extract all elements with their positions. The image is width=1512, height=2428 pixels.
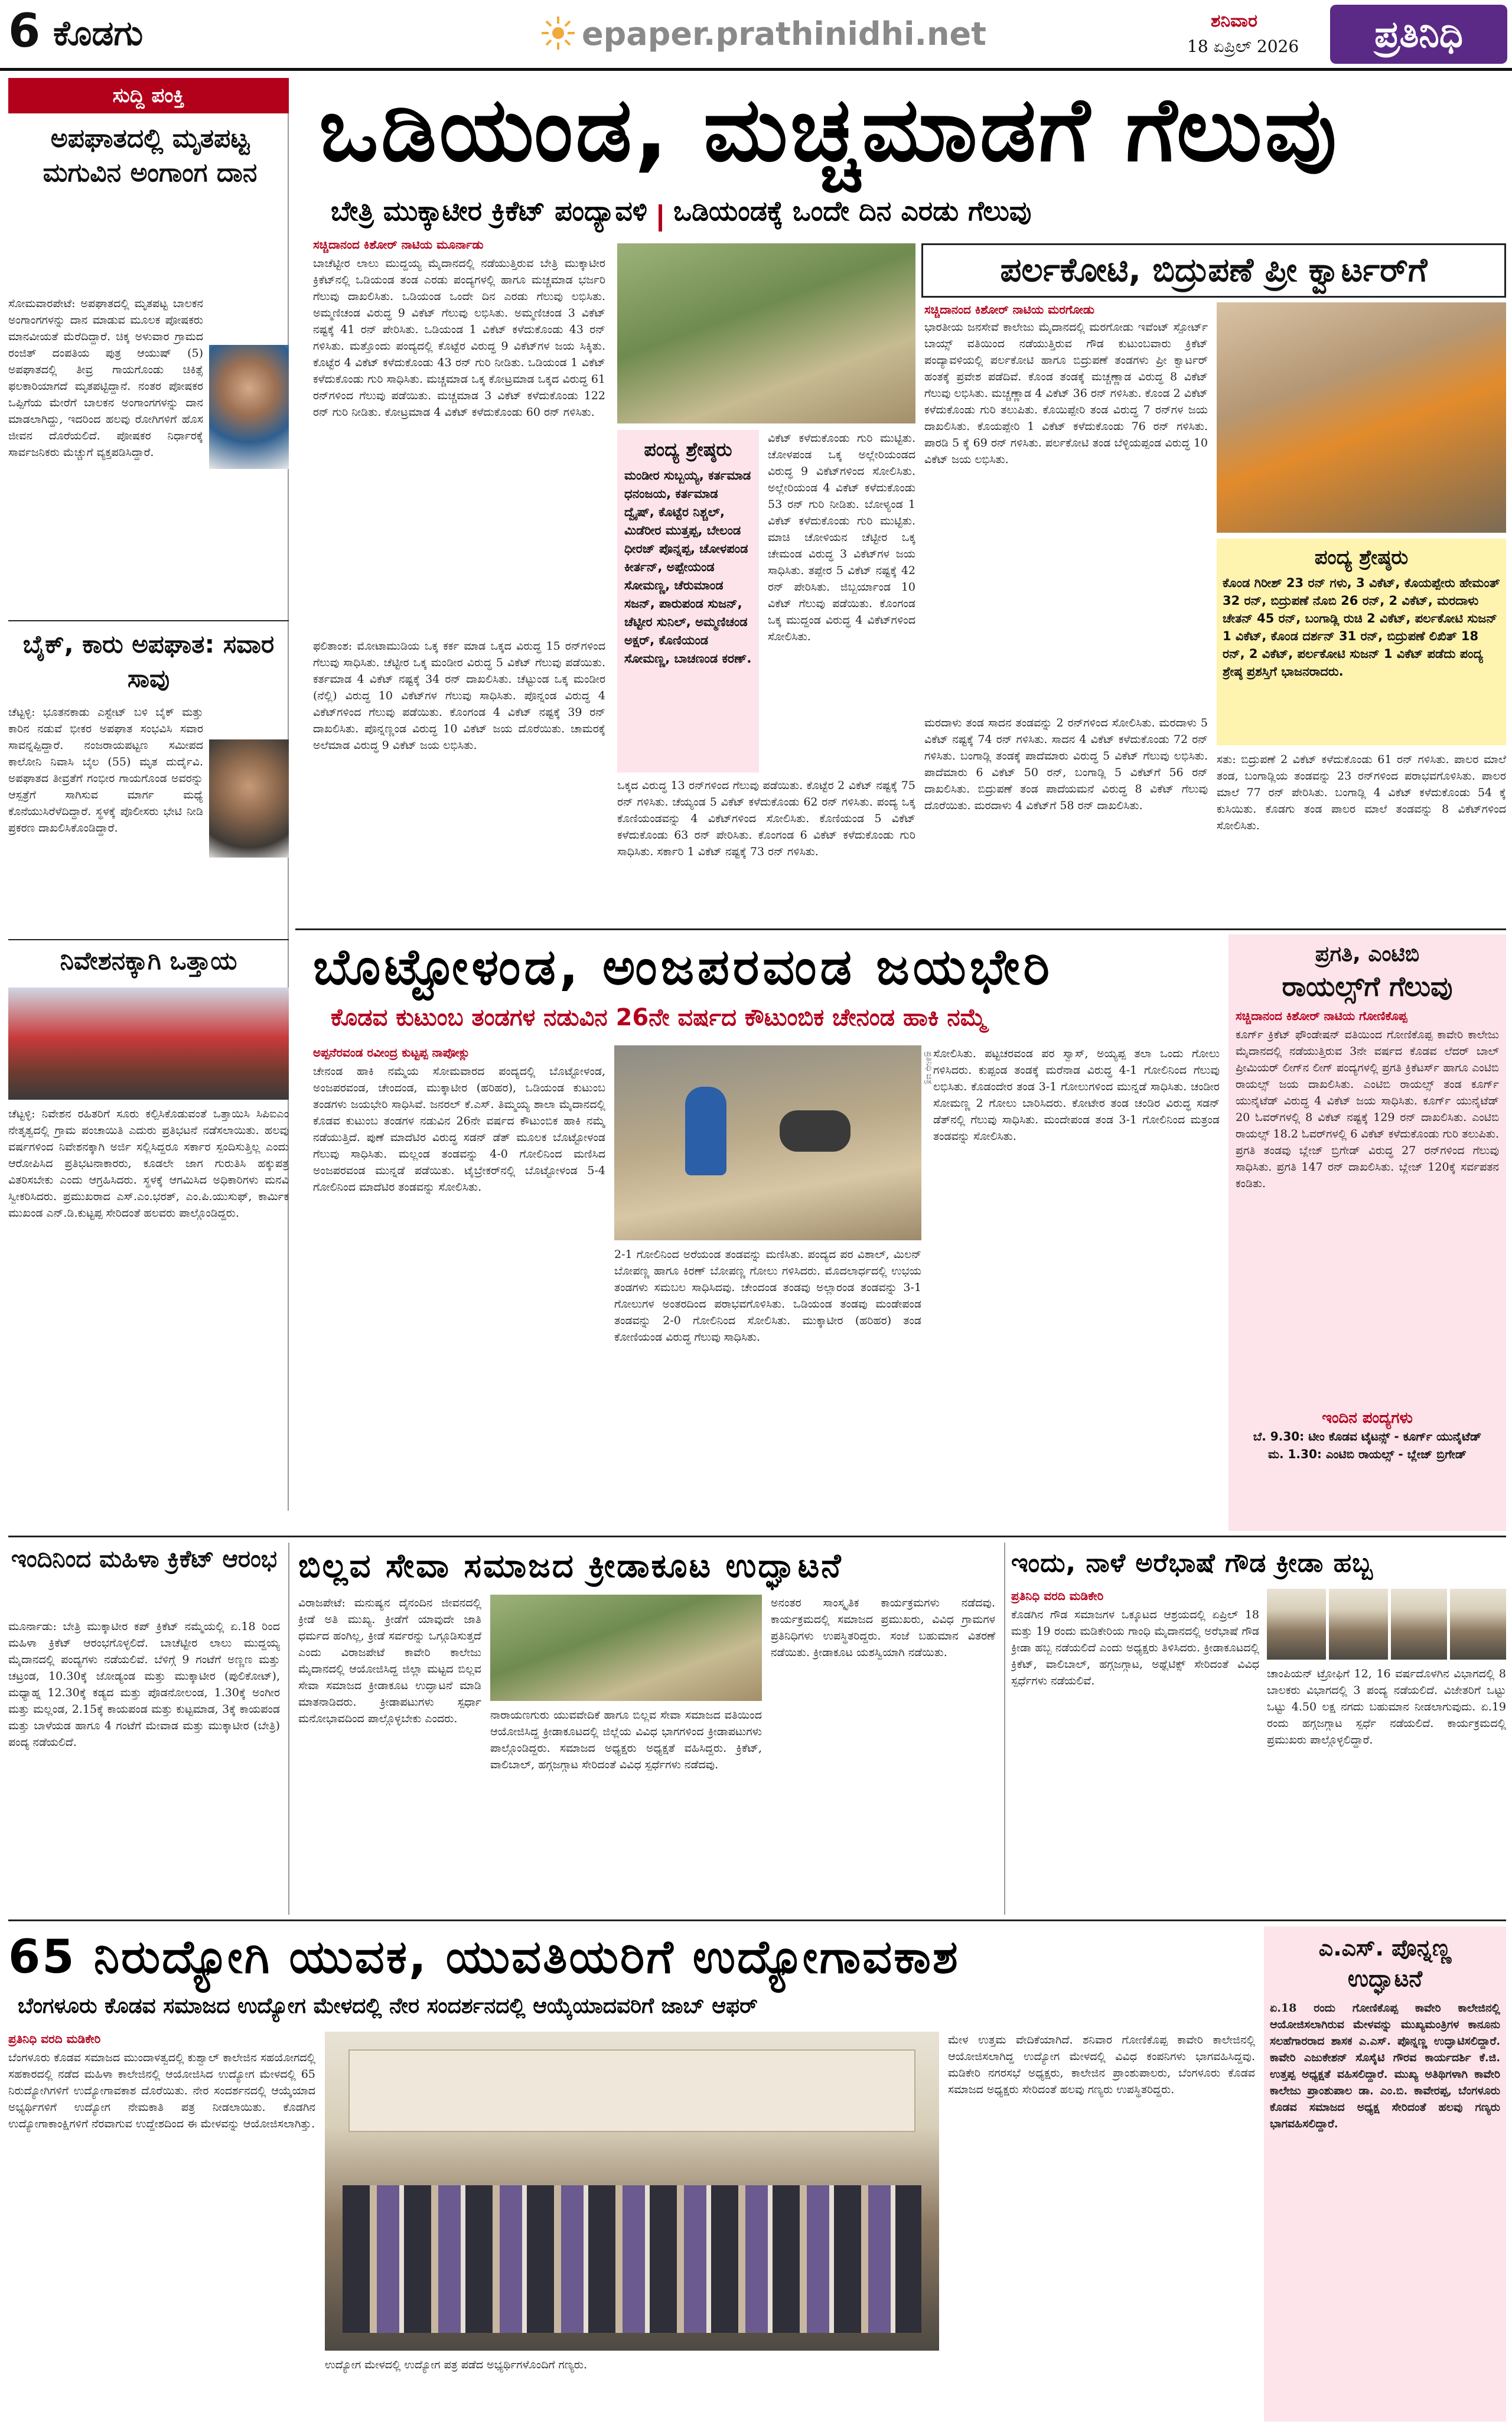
hockey-byline: ಅಪ್ಪನೆರವಂಡ ರವೀಂದ್ರ ಕುಟ್ಟಪ್ಪ ನಾಪೋಕ್ಲು xyxy=(313,1045,470,1060)
player-one xyxy=(685,1087,726,1175)
sports-ground-photo xyxy=(490,1595,762,1701)
column-rule xyxy=(288,1543,289,1915)
pragati-box xyxy=(1228,934,1506,1531)
lead-byline: ಸಚ್ಚಿದಾನಂದ ಕಿಶೋರ್ ನಾಟಿಯ ಮೂರ್ನಾಡು xyxy=(313,237,484,252)
group-row xyxy=(343,2185,921,2333)
today-matches-title: ಇಂದಿನ ಪಂದ್ಯಗಳು xyxy=(1322,1409,1413,1427)
pragati-body: ಕೂರ್ಗ್ ಕ್ರಿಕೆಟ್ ಫೌಂಡೇಷನ್ ವತಿಯಿಂದ ಗೋಣಿಕೊಪ್ಪ ಕಾವೇರಿ ಕಾಲೇಜು ಮೈದಾನದಲ್ಲಿ ನಡೆಯುತ್ತಿರುವ 3ನೇ ವರ್ಷದ ಕೊಡವ ಲೆದರ್ ಬಾಲ್ ಪ್ರೀಮಿಯರ್ ಲೀಗ್‌ನ ಲೀಗ್ ಪಂದ್ಯಗಳಲ್ಲಿ ಪ್ರಗತಿ ಕ್ರಿಕೆಟರ್ಸ್ ಹಾಗೂ ಎಂಟಿಬಿ ರಾಯಲ್ಸ್ ಜಯ ದಾಖಲಿಸಿತು. ಎಂಟಿಬಿ ರಾಯಲ್ಸ್ ತಂಡ ಕೂರ್ಗ್ ಯುನೈಟೆಡ್ ವಿರುದ್ಧ 4 ವಿಕೆಟ್ ಜಯ ಸಾಧಿಸಿತು. ಕೂರ್ಗ್ ಯುನೈಟೆಡ್ 20 ಓವರ್‌ಗಳಲ್ಲಿ 8 ವಿಕೆಟ್ ನಷ್ಟಕ್ಕೆ 129 ರನ್ ದಾಖಲಿಸಿತು. ಎಂಟಿಬಿ ರಾಯಲ್ಸ್ 18.2 ಓವರ್‌ಗಳಲ್ಲಿ 6 ವಿಕೆಟ್ ಕಳೆದುಕೊಂಡು ಗುರಿ ತಲುಪಿತು. ಪ್ರಗತಿ ತಂಡವು ಬ್ಲೇಜ್ ಬ್ರಿಗೇಡ್ ವಿರುದ್ಧ 27 ರನ್‌ಗಳಿಂದ ಗೆಲುವು ಸಾಧಿಸಿತು. ಪ್ರಗತಿ 147 ರನ್ ದಾಖಲಿಸಿತು. ಬ್ಲೇಜ್ 120ಕ್ಕೆ ಸರ್ವಪತನ ಕಂಡಿತು. xyxy=(1236,1028,1499,1190)
sidebar-story3-body: ಚೆಟ್ಟಳ್ಳಿ: ನಿವೇಶನ ರಹಿತರಿಗೆ ಸೂರು ಕಲ್ಪಿಸಿಕೊಡುವಂತೆ ಒತ್ತಾಯಿಸಿ ಸಿಪಿಐಎಂ ನೇತೃತ್ವದಲ್ಲಿ ಗ್ರಾಮ ಪಂಚಾಯಿತಿ ಎದುರು ಪ್ರತಿಭಟನೆ ನಡೆಸಲಾಯಿತು. ಹಲವು ವರ್ಷಗಳಿಂದ ನಿವೇಶನಕ್ಕಾಗಿ ಅರ್ಜಿ ಸಲ್ಲಿಸಿದ್ದರೂ ಸರ್ಕಾರ ಸ್ಪಂದಿಸುತ್ತಿಲ್ಲ ಎಂದು ಆರೋಪಿಸಿದ ಪ್ರತಿಭಟನಾಕಾರರು, ಕೂಡಲೇ ಜಾಗ ಗುರುತಿಸಿ ಹಕ್ಕುಪತ್ರ ವಿತರಿಸಬೇಕು ಎಂದು ಆಗ್ರಹಿಸಿದರು. ಸ್ಥಳಕ್ಕೆ ಆಗಮಿಸಿದ ಅಧಿಕಾರಿಗಳು ಮನವಿ ಸ್ವೀಕರಿಸಿದರು. ಪ್ರಮುಖರಾದ ಎಸ್.ಎಂ.ಭರತ್, ಎಂ.ಪಿ.ಯುಸುಫ್, ಕಾರ್ಮಿಕ ಮುಖಂಡ ಎನ್.ಡಿ.ಕುಟ್ಟಪ್ಪ ಸೇರಿದಂತೆ ಹಲವರು ಪಾಲ್ಗೊಂಡಿದ್ದರು. xyxy=(8,1107,289,1220)
parlakote-headline-box xyxy=(921,243,1506,298)
parlakote-headline: ಪರ್ಲಕೋಟಿ, ಬಿದ್ರುಪಣೆ ಪ್ರೀ ಕ್ವಾರ್ಟರ್‌ಗೆ xyxy=(1000,251,1428,289)
ponnanna-headline-bottom: ಉದ್ಘಾಟನೆ xyxy=(1347,1966,1423,1992)
date-label: 18 ಏಪ್ರಿಲ್ 2026 xyxy=(1187,37,1299,56)
site-url-link[interactable]: epaper.prathinidhi.net xyxy=(582,15,986,53)
sidebar-divider xyxy=(8,939,289,940)
lead-subhead: ಬೇತ್ರಿ ಮುಕ್ಕಾಟೀರ ಕ್ರಿಕೆಟ್ ಪಂದ್ಯಾವಳಿ xyxy=(331,195,647,227)
womens-cricket-body: ಮೂರ್ನಾಡು: ಬೇತ್ರಿ ಮುಕ್ಕಾಟೀರ ಕಪ್ ಕ್ರಿಕೆಟ್ ನಮ್ಮೆಯಲ್ಲಿ ಏ.18 ರಿಂದ ಮಹಿಳಾ ಕ್ರಿಕೆಟ್ ಆರಂಭಗೊಳ್ಳಲಿದೆ. ಬಾಚೆಟ್ಟೀರ ಲಾಲು ಮುದ್ದಯ್ಯ ಮೈದಾನದಲ್ಲಿ ಪಂದ್ಯಗಳು ನಡೆಯಲಿವೆ. ಬೆಳಿಗ್ಗೆ 9 ಗಂಟೆಗೆ ಅಣ್ಣಣ ಮತ್ತು ಚಟ್ರಂಡ, 10.30ಕ್ಕೆ ಜೋಡ್ಯಂಡ ಮತ್ತು ಮುಕ್ಕಾಟೀರ (ಪುಲಿಕೋಟ್), ಮಧ್ಯಾಹ್ನ 12.30ಕ್ಕೆ ಕಡ್ಯದ ಮತ್ತು ಪೊಡನೋಲಂಡ, 1.30ಕ್ಕೆ ಅಂಗೀರ ಮತ್ತು ಮಲ್ಲಂಡ, 2.15ಕ್ಕೆ ಕಾಯಪಂಡ ಮತ್ತು ಕುಟ್ಟಮಾಡ, 3ಕ್ಕೆ ಕಾಯಪಂಡ ಮತ್ತು ಬಾಳೆಯಡ ಹಾಗೂ 4 ಗಂಟೆಗೆ ಮೇವಾಡ ಮತ್ತು ಮುಕ್ಕಾಟೀರ (ಬೇತ್ರಿ) ಪಂದ್ಯ ನಡೆಯಲಿದೆ. xyxy=(8,1620,280,1749)
column-rule xyxy=(1004,1543,1005,1915)
masthead xyxy=(0,0,1512,71)
arebhashe-byline: ಪ್ರತಿನಿಧಿ ವರದಿ ಮಡಿಕೇರಿ xyxy=(1011,1589,1104,1603)
victim-photo xyxy=(209,739,289,858)
section-divider xyxy=(8,1536,1506,1537)
hockey-body-col1: ಚೇನಂಡ ಹಾಕಿ ನಮ್ಮೆಯ ಸೋಮವಾರದ ಪಂದ್ಯದಲ್ಲಿ ಬೊಟ್ಟೋಳಂಡ, ಅಂಜಪರವಂಡ, ಚೇಂದಂಡ, ಮುಕ್ಕಾಟೀರ (ಹರಿಹರ), ಒಡಿಯಂಡ ಕುಟುಂಬ ತಂಡಗಳು ಜಯಭೇರಿ ಸಾಧಿಸಿವೆ. ಜನರಲ್ ಕೆ.ಎಸ್. ತಿಮ್ಮಯ್ಯ ಶಾಲಾ ಮೈದಾನದಲ್ಲಿ ಕೊಡವ ಕುಟುಂಬ ತಂಡಗಳ ನಡುವಿನ 26ನೇ ವರ್ಷದ ಕೌಟುಂಬಿಕ ಹಾಕಿ ನಮ್ಮೆ ನಡೆಯುತ್ತಿದೆ. ಪುಣೆ ಮಾದೆಟಿರ ವಿರುದ್ಧ ಸಡನ್ ಡೆತ್ ಮೂಲಕ ಬೊಟ್ಟೋಳಂಡ ಗೆಲುವು ಸಾಧಿಸಿತು. ಮಲ್ಲಂಡ ತಂಡವನ್ನು 4-0 ಗೋಲಿನಿಂದ ಮಣಿಸಿದ ಅಂಜಪರವಂಡ ಮುನ್ನಡೆ ಪಡೆಯಿತು. ಟೈಬ್ರೇಕರ್‌ನಲ್ಲಿ ಬೊಟ್ಟೋಳಂಡ 5-4 ಗೋಲಿನಿಂದ ಮಾದೆಟಿರ ತಂಡವನ್ನು ಸೋಲಿಸಿತು. xyxy=(313,1065,605,1194)
officials-photo-4 xyxy=(1450,1589,1506,1660)
lead-body-col1: ಬಾಚೆಟ್ಟೀರ ಲಾಲು ಮುದ್ದಯ್ಯ ಮೈದಾನದಲ್ಲಿ ನಡೆಯುತ್ತಿರುವ ಬೇತ್ರಿ ಮುಕ್ಕಾಟೀರ ಕ್ರಿಕೆಟ್‌ನಲ್ಲಿ ಒಡಿಯಂಡ ತಂಡ ಎರಡು ಪಂದ್ಯಗಳಲ್ಲಿ ಹಾಗೂ ಮಚ್ಚಮಾಡ ಭರ್ಜರಿ ಗೆಲುವು ದಾಖಲಿಸಿತು. ಒಡಿಯಂಡ ಒಂದೇ ದಿನ ಎರಡು ಗೆಲುವು ಲಭಿಸಿತು. ಅಮ್ಮಣಿಚಂಡ ವಿರುದ್ಧ 9 ವಿಕೆಟ್ ಗೆಲುವು ಲಭಿಸಿತು. ಅಮ್ಮಣಿಚಂಡ 3 ವಿಕೆಟ್ ನಷ್ಟಕ್ಕೆ 41 ರನ್ ಪೇರಿಸಿತು. ಒಡಿಯಂಡ 1 ವಿಕೆಟ್ ಕಳೆದುಕೊಂಡು 43 ರನ್ ಗಳಿಸಿತು. ಮತ್ತೊಂದು ಪಂದ್ಯದಲ್ಲಿ ಕೊಟ್ಟೆರ ವಿರುದ್ಧ 9 ವಿಕೆಟ್‌ಗಳ ಜಯ ಸಿಕ್ಕಿತು. ಕೊಟ್ಟೆರ 4 ವಿಕೆಟ್ ಕಳೆದುಕೊಂಡು 43 ರನ್ ಗುರಿ ನೀಡಿತು. ಒಡಿಯಂಡ 1 ವಿಕೆಟ್ ಕಳೆದುಕೊಂಡು ಗುರಿ ಸಾಧಿಸಿತು. ಮಚ್ಚಮಾಡ ಒಕ್ಕ ಕೋಟ್ರಮಾಡ ಒಕ್ಕದ ವಿರುದ್ಧ 61 ರನ್‌ಗಳಿಂದ ಗೆಲುವು ಪಡೆಯಿತು. ಮಚ್ಚಮಾಡ 3 ವಿಕೆಟ್ ಕಳೆದುಕೊಂಡು 122 ರನ್ ಗುರಿ ನೀಡಿತು. ಕೋಟ್ರಮಾಡ 4 ವಿಕೆಟ್ ಕಳೆದುಕೊಂಡು 60 ರನ್ ಗಳಿಸಿತು. xyxy=(313,257,605,419)
cricket-kids-photo xyxy=(1217,302,1506,533)
billava-headline: ಬಿಲ್ಲವ ಸೇವಾ ಸಮಾಜದ ಕ್ರೀಡಾಕೂಟ ಉದ್ಘಾಟನೆ xyxy=(298,1547,843,1585)
sidebar-story2-headline: ಬೈಕ್, ಕಾರು ಅಪಘಾತ: ಸವಾರ ಸಾವು xyxy=(22,630,275,693)
section-divider xyxy=(8,1919,1506,1921)
lead-pink-box xyxy=(617,430,759,773)
jobs-subhead: ಬೆಂಗಳೂರು ಕೊಡವ ಸಮಾಜದ ಉದ್ಯೋಗ ಮೇಳದಲ್ಲಿ ನೇರ ಸಂದರ್ಶನದಲ್ಲಿ ಆಯ್ಕೆಯಾದವರಿಗೆ ಜಾಬ್ ಆಫರ್ xyxy=(18,1994,758,2018)
lead-body-col2: ಫಲಿತಾಂಶ: ಮೋಟಾಮುಡಿಯ ಒಕ್ಕ ಕರ್ಕ ಮಾಡ ಒಕ್ಕದ ವಿರುದ್ಧ 15 ರನ್‌ಗಳಿಂದ ಗೆಲುವು ಸಾಧಿಸಿತು. ಚೆಟ್ಟೀರ ಒಕ್ಕ ಮಂಡೀರ ವಿರುದ್ಧ 5 ವಿಕೆಟ್ ಗೆಲುವು ಪಡೆಯಿತು. ಕರ್ತಮಾಡ 4 ವಿಕೆಟ್ ನಷ್ಟಕ್ಕೆ 34 ರನ್ ದಾಖಲಿಸಿತು. ಚೆಟ್ಟುಂಡ ಒಕ್ಕ ಮಂಡೀರ (ನೆಲ್ಲಿ) ವಿರುದ್ಧ 10 ವಿಕೆಟ್‌ಗಳ ಗೆಲುವು ಸಾಧಿಸಿತು. ಪೊನ್ನಂಡ ವಿರುದ್ಧ 4 ವಿಕೆಟ್‌ಗಳಿಂದ ಗೆಲುವು ಪಡೆಯಿತು. ಕೊಂಗಂಡ 4 ವಿಕೆಟ್ ನಷ್ಟಕ್ಕೆ 39 ರನ್ ದಾಖಲಿಸಿತು. ಪೊನ್ನಣ್ಣಂಡ ವಿರುದ್ಧ 10 ವಿಕೆಟ್ ಜಯ ದೊರೆಯಿತು. ಚಾಮರಕ್ಕೆ ಅಲೆಮಾಡ ವಿರುದ್ಧ 9 ವಿಕೆಟ್ ಜಯ ಲಭಿಸಿತು. xyxy=(313,640,605,752)
ponnanna-headline-top: ಎ.ಎಸ್. ಪೊನ್ನಣ್ಣ xyxy=(1318,1935,1452,1961)
sidebar-label-text: ಸುದ್ದಿ ಪಂಕ್ತಿ xyxy=(112,84,185,107)
logo-text: ಪ್ರತಿನಿಧಿ xyxy=(1374,12,1463,56)
cricket-batsman-photo xyxy=(617,243,915,423)
lead-body-col3: ವಿಕೆಟ್ ಕಳೆದುಕೊಂಡು ಗುರಿ ಮುಟ್ಟಿತು. ಚೋಳಪಂಡ ಒಕ್ಕ ಅಲ್ಲೇರಿಯಂಡದ ವಿರುದ್ಧ 9 ವಿಕೆಟ್‌ಗಳಿಂದ ಸೋಲಿಸಿತು. ಅಲ್ಲೇರಿಯಂಡ 4 ವಿಕೆಟ್ ಕಳೆದುಕೊಂಡು 53 ರನ್ ಗುರಿ ನೀಡಿತು. ಬೋಳ್ಯಂಡ 1 ವಿಕೆಟ್ ಕಳೆದುಕೊಂಡು ಗುರಿ ಮುಟ್ಟಿತು. ಮಾಚಿ ಚೋಳಿಯನ ಚೆಟ್ಟೀರ ಒಕ್ಕ ಚೇಮಂಡ ವಿರುದ್ಧ 3 ವಿಕೆಟ್‌ಗಳ ಜಯ ಸಾಧಿಸಿತು. ತಪ್ಪೇರ 5 ವಿಕೆಟ್ ನಷ್ಟಕ್ಕೆ 42 ರನ್ ಪೇರಿಸಿತು. ಜಿಬ್ಬರ್ಯಾಂಡ 10 ವಿಕೆಟ್ ಗೆಲುವು ಪಡೆಯಿತು. ಕೊಂಗಂಡ ಒಕ್ಕ ಮುದ್ದಂಡ ವಿರುದ್ಧ 4 ವಿಕೆಟ್‌ಗಳಿಂದ ಸೋಲಿಸಿತು. xyxy=(768,432,915,643)
page-number: 6 xyxy=(8,5,41,58)
jobs-body-col1: ಬೆಂಗಳೂರು ಕೊಡವ ಸಮಾಜದ ಮುಂದಾಳತ್ವದಲ್ಲಿ ಕುಶ್ವಾಲ್ ಕಾಲೇಜಿನ ಸಹಯೋಗದಲ್ಲಿ ಸಹಕಾರದಲ್ಲಿ ನಡೆದ ಮಹಿಳಾ ಕಾಲೇಜಿನಲ್ಲಿ ಆಯೋಜಿಸಿದ ಉದ್ಯೋಗ ಮೇಳದಲ್ಲಿ 65 ನಿರುದ್ಯೋಗಿಗಳಿಗೆ ಉದ್ಯೋಗಾವಕಾಶ ದೊರೆಯಿತು. ನೇರ ಸಂದರ್ಶನದಲ್ಲಿ ಆಯ್ಕೆಯಾದ ಅಭ್ಯರ್ಥಿಗಳಿಗೆ ಉದ್ಯೋಗ ನೇಮಕಾತಿ ಪತ್ರ ನೀಡಲಾಯಿತು. ಕೊಡಗಿನ ಉದ್ಯೋಗಾಕಾಂಕ್ಷಿಗಳಿಗೆ ನೆರವಾಗುವ ಉದ್ದೇಶದಿಂದ ಈ ಮೇಳವನ್ನು ಆಯೋಜಿಸಲಾಗಿತ್ತು. xyxy=(8,2051,315,2130)
parlakote-body-col1: ಭಾರತೀಯ ಜನಸೇವೆ ಕಾಲೇಜು ಮೈದಾನದಲ್ಲಿ ಮರಗೋಡು ಇವೆಂಟ್ ಸ್ಪೋರ್ಟ್ ಬಾಯ್ಸ್ ವತಿಯಿಂದ ನಡೆಯುತ್ತಿರುವ ಗೌಡ ಕುಟುಂಬವಾರು ಕ್ರಿಕೆಟ್ ಪಂದ್ಯಾವಳಿಯಲ್ಲಿ ಪರ್ಲಕೋಟಿ ಹಾಗೂ ಬಿದ್ರುಪಣೆ ತಂಡಗಳು ಪ್ರೀ ಕ್ವಾರ್ಟರ್ ಹಂತಕ್ಕೆ ಪ್ರವೇಶ ಪಡೆದಿವೆ. ಕೊಂಡ ತಂಡಕ್ಕೆ ಮಚ್ಚಣ್ಣಾಡ ವಿರುದ್ಧ 8 ವಿಕೆಟ್ ಗೆಲುವು ಲಭಿಸಿತು. ಮಚ್ಚಣ್ಣಾಡ 4 ವಿಕೆಟ್ 36 ರನ್ ಗಳಿಸಿತು. ಕೊಂಡ 2 ವಿಕೆಟ್ ಕಳೆದುಕೊಂಡು ಗುರಿ ತಲುಪಿತು. ಕೊಯಿಪ್ಪೇರಿ ತಂಡ ವಿರುದ್ಧ 7 ರನ್‌ಗಳ ಜಯ ದಾಖಲಿಸಿತು. ಕೊಯಪ್ಪೇರಿ 1 ವಿಕೆಟ್ ಕಳೆದುಕೊಂಡು 76 ರನ್ ಗಳಿಸಿತು. ಪಾರಡಿ 5 ಕ್ಕೆ 69 ರನ್ ಗಳಿಸಿತು. ಪರ್ಲಕೋಟಿ ತಂಡ ಬೆಳ್ಳಿಯಪ್ಪಂಡ ವಿರುದ್ಧ 10 ವಿಕೆಟ್ ಜಯ ಲಭಿಸಿತು. xyxy=(924,321,1208,466)
news-sidebar xyxy=(8,78,289,1511)
jobs-photo-caption: ಉದ್ಯೋಗ ಮೇಳದಲ್ಲಿ ಉದ್ಯೋಗ ಪತ್ರ ಪಡೆದ ಅಭ್ಯರ್ಥಿಗಳೊಂದಿಗೆ ಗಣ್ಯರು. xyxy=(325,2358,588,2371)
today-match-1: ಬೆ. 9.30: ಟೀಂ ಕೊಡವ ಟೈಟನ್ಸ್ - ಕೂರ್ಗ್ ಯುನೈಟೆಡ್ xyxy=(1253,1429,1482,1443)
parlakote-body-col2: ಮರದಾಳು ತಂಡ ಸಾದನ ತಂಡವನ್ನು 2 ರನ್‌ಗಳಿಂದ ಸೋಲಿಸಿತು. ಮರದಾಳು 5 ವಿಕೆಟ್ ನಷ್ಟಕ್ಕೆ 74 ರನ್ ಗಳಿಸಿತು. ಸಾದನ 4 ವಿಕೆಟ್ ಕಳೆದುಕೊಂಡು 72 ರನ್ ಗಳಿಸಿತು. ಬಂಗಾಡ್ಲಿ ತಂಡಕ್ಕೆ ಪಾದೆಮಾರು ವಿರುದ್ಧ 5 ವಿಕೆಟ್ ಗೆಲುವು ಲಭಿಸಿತು. ಪಾದೆಮಾರು 6 ವಿಕೆಟ್ 50 ರನ್, ಬಂಗಾಡ್ಲಿ 5 ವಿಕೆಟ್‌ಗೆ 56 ರನ್ ದಾಖಲಿಸಿತು. ಬಿದ್ರುಪಣೆ ತಂಡ ಪಾದೆಯಮನೆ ವಿರುದ್ಧ 8 ವಿಕೆಟ್ ಗೆಲುವು ದೊರೆಯಿತು. ಮರದಾಳು 4 ವಿಕೆಟ್‌ಗೆ 58 ರನ್ ದಾಖಲಿಸಿತು. xyxy=(924,716,1208,812)
hockey-headline: ಬೊಟ್ಟೋಳಂಡ, ಅಂಜಪರವಂಡ ಜಯಭೇರಿ xyxy=(313,938,1053,996)
ponnanna-body: ಏ.18 ರಂದು ಗೋಣಿಕೊಪ್ಪ ಕಾವೇರಿ ಕಾಲೇಜಿನಲ್ಲಿ ಆಯೋಜಿಸಲಾಗಿರುವ ಮೇಳವನ್ನು ಮುಖ್ಯಮಂತ್ರಿಗಳ ಕಾನೂನು ಸಲಹೆಗಾರರಾದ ಶಾಸಕ ಎ.ಎಸ್. ಪೊನ್ನಣ್ಣ ಉದ್ಘಾಟಿಸಲಿದ್ದಾರೆ. ಕಾವೇರಿ ಎಜುಕೇಶನ್ ಸೊಸೈಟಿ ಗೌರವ ಕಾರ್ಯದರ್ಶಿ ಕೆ.ಜಿ. ಉತ್ತಪ್ಪ ಅಧ್ಯಕ್ಷತೆ ವಹಿಸಲಿದ್ದಾರೆ. ಮುಖ್ಯ ಅತಿಥಿಗಳಾಗಿ ಕಾವೇರಿ ಕಾಲೇಜು ಪ್ರಾಂಶುಪಾಲ ಡಾ. ಎಂ.ಬಿ. ಕಾವೇರಪ್ಪ, ಬೆಂಗಳೂರು ಕೊಡವ ಸಮಾಜದ ಅಧ್ಯಕ್ಷ ಸೇರಿದಂತೆ ಹಲವು ಗಣ್ಯರು ಭಾಗವಹಿಸಲಿದ್ದಾರೆ. xyxy=(1270,2002,1500,2130)
highlight-box-body: ಕೊಂಡ ಗಿರೀಶ್ 23 ರನ್ ಗಳು, 3 ವಿಕೆಟ್, ಕೊಯಪ್ಪೇರು ಹೇಮಂತ್ 32 ರನ್, ಬಿದ್ರುಪಣೆ ನೊಬಿ 26 ರನ್, 2 ವಿಕೆಟ್, ಮರದಾಳು ಚೇತನ್ 45 ರನ್, ಬಂಗಾಡ್ಲಿ ರುಚಿ 2 ವಿಕೆಟ್, ಪರ್ಲಕೋಟಿ ಸುಜನ್ 1 ವಿಕೆಟ್, ಕೊಂಡ ದರ್ಶನ್ 31 ರನ್, ಬಿದ್ರುಪಣೆ ಲಿಖಿತ್ 18 ರನ್, 2 ವಿಕೆಟ್, ಪರ್ಲಕೋಟಿ ಸುಜನ್ 1 ವಿಕೆಟ್ ಪಡೆದು ಪಂದ್ಯ ಶ್ರೇಷ್ಠ ಪ್ರಶಸ್ತಿಗೆ ಭಾಜನರಾದರು. xyxy=(1223,576,1500,679)
pink-box-body: ಮಂಡೀರ ಸುಬ್ಬಯ್ಯ, ಕರ್ತಮಾಡ ಧನಂಜಯ, ಕರ್ತಮಾಡ ದ್ವೈಷ್, ಕೊಟ್ಟೆರ ನಿಶ್ಚಲ್, ಮಿಡೆರೀರ ಮುತ್ತಪ್ಪ, ಬೇಲಂಡ ಧೀರಜ್ ಪೊನ್ನಪ್ಪ, ಚೋಳಪಂಡ ಕೀರ್ತನ್, ಅಪ್ಪೇಯಂಡ ಸೋಮಣ್ಣ, ಚೆರುಮಾಂಡ ಸಜನ್, ಪಾರುಪಂಡ ಸುಜನ್, ಚೆಟ್ಟೀರ ಸುನಿಲ್, ಅಮ್ಮಣಿಚಂಡ ಅಕ್ಷರ್, ಕೊಣಿಯಂಡ ಸೋಮಣ್ಣ, ಬಾಚಣಂಡ ಕರಣ್. xyxy=(624,468,752,666)
pragati-headline-top: ಪ್ರಗತಿ, ಎಂಟಿಬಿ xyxy=(1315,942,1420,966)
pink-box-title: ಪಂದ್ಯ ಶ್ರೇಷ್ಠರು xyxy=(644,438,732,461)
today-match-2: ಮ. 1.30: ಎಂಟಿಬಿ ರಾಯಲ್ಸ್ - ಬ್ಲೇಜ್ ಬ್ರಿಗೇಡ್ xyxy=(1267,1447,1467,1461)
player-two xyxy=(780,1110,850,1152)
lead-headline: ಒಡಿಯಂಡ, ಮಚ್ಚಮಾಡಗೆ ಗೆಲುವು xyxy=(319,79,1340,181)
child-photo xyxy=(209,345,289,469)
site-logo-icon xyxy=(540,15,576,51)
officials-photo-1 xyxy=(1267,1589,1326,1660)
hockey-body-col3: ಸೋಲಿಸಿತು. ಪಟ್ಟಚರವಂಡ ಪರ ಸ್ವಾಸ್, ಅಯ್ಯಪ್ಪ ತಲಾ ಒಂದು ಗೋಲು ಗಳಿಸಿದರು. ಕುಪ್ಪಂಡ ತಂಡಕ್ಕೆ ಮರೆನಾಡ ವಿರುದ್ಧ 4-1 ಗೋಲಿನಿಂದ ಗೆಲುವು ಲಭಿಸಿತು. ಕೊಡಂದೇರ ತಂಡ 3-1 ಗೋಲುಗಳಿಂದ ಮುನ್ನಡೆ ಸಾಧಿಸಿತು. ಚಂಡೀರ ಸೋಮಣ್ಣ 2 ಗೋಲು ಬಾರಿಸಿದರು. ಕೋಟೇರ ತಂಡ ಚಂಡಿರ ವಿರುದ್ಧ ಸಡನ್ ಡೆತ್‌ನಲ್ಲಿ ಗೆಲುವು ಸಾಧಿಸಿತು. ಮಂದೇಪಂಡ ತಂಡ 3-1 ಗೋಲಿನಿಂದ ಮತ್ರಂಡ ತಂಡವನ್ನು ಸೋಲಿಸಿತು. xyxy=(933,1047,1220,1143)
lead-subhead-row xyxy=(331,195,1506,230)
lead-subhead-right: ಒಡಿಯಂಡಕ್ಕೆ ಒಂದೇ ದಿನ ಎರಡು ಗೆಲುವು xyxy=(673,195,1032,227)
officials-photo-2 xyxy=(1329,1589,1388,1660)
arebhashe-body-col1: ಕೊಡಗಿನ ಗೌಡ ಸಮಾಜಗಳ ಒಕ್ಕೂಟದ ಆಶ್ರಯದಲ್ಲಿ ಏಪ್ರಿಲ್ 18 ಮತ್ತು 19 ರಂದು ಮಡಿಕೇರಿಯ ಗಾಂಧಿ ಮೈದಾನದಲ್ಲಿ ಅರೆಭಾಷೆ ಗೌಡ ಕ್ರೀಡಾ ಹಬ್ಬ ನಡೆಯಲಿದೆ ಎಂದು ಅಧ್ಯಕ್ಷರು ತಿಳಿಸಿದರು. ಕ್ರೀಡಾಕೂಟದಲ್ಲಿ ಕ್ರಿಕೆಟ್, ವಾಲಿಬಾಲ್, ಹಗ್ಗಜಗ್ಗಾಟ, ಅಥ್ಲೆಟಿಕ್ಸ್ ಸೇರಿದಂತೆ ವಿವಿಧ ಸ್ಪರ್ಧೆಗಳು ನಡೆಯಲಿವೆ. xyxy=(1011,1608,1259,1687)
parlakote-tail: ಸತು: ಬಿದ್ರುಪಣೆ 2 ವಿಕೆಟ್ ಕಳೆದುಕೊಂಡು 61 ರನ್ ಗಳಿಸಿತು. ಪಾಲರ ಮಾಲೆ ತಂಡ, ಬಂಗಾಡ್ಲಿಯ ತಂಡವನ್ನು 23 ರನ್‌ಗಳಿಂದ ಪರಾಭವಗೊಳಿಸಿತು. ಪಾಲರ ಮಾಲೆ 77 ರನ್ ಪೇರಿಸಿತು. ಬಂಗಾಡ್ಲಿ 4 ವಿಕೆಟ್ ಕಳೆದುಕೊಂಡು 54 ಕ್ಕೆ ಕುಸಿಯಿತು. ಕೊಡಗು ತಂಡ ಪಾಲರ ಮಾಲೆ ತಂಡವನ್ನು 8 ವಿಕೆಟ್‌ಗಳಿಂದ ಸೋಲಿಸಿತು. xyxy=(1217,753,1506,832)
section-divider xyxy=(295,928,1506,930)
pragati-headline-bottom: ರಾಯಲ್ಸ್‌ಗೆ ಗೆಲುವು xyxy=(1282,970,1453,1002)
job-fair-group-photo xyxy=(325,2032,939,2351)
hockey-match-photo xyxy=(614,1045,921,1240)
stage-banner xyxy=(348,2049,915,2132)
billava-body-col2: ನಾರಾಯಣಗುರು ಯುವವೇದಿಕೆ ಹಾಗೂ ಬಿಲ್ಲವ ಸೇವಾ ಸಮಾಜದ ವತಿಯಿಂದ ಆಯೋಜಿಸಿದ್ದ ಕ್ರೀಡಾಕೂಟದಲ್ಲಿ ಜಿಲ್ಲೆಯ ವಿವಿಧ ಭಾಗಗಳಿಂದ ಕ್ರೀಡಾಪಟುಗಳು ಪಾಲ್ಗೊಂಡಿದ್ದರು. ಸಮಾಜದ ಅಧ್ಯಕ್ಷರು ಅಧ್ಯಕ್ಷತೆ ವಹಿಸಿದ್ದರು. ಕ್ರಿಕೆಟ್, ವಾಲಿಬಾಲ್, ಹಗ್ಗಜಗ್ಗಾಟ ಸೇರಿದಂತೆ ವಿವಿಧ ಸ್ಪರ್ಧೆಗಳು ನಡೆದವು. xyxy=(490,1709,762,1771)
hockey-subhead: ಕೊಡವ ಕುಟುಂಬ ತಂಡಗಳ ನಡುವಿನ 26ನೇ ವರ್ಷದ ಕೌಟುಂಬಿಕ ಚೇನಂಡ ಹಾಕಿ ನಮ್ಮೆ xyxy=(331,1004,987,1031)
hockey-photo-credit: ಪ್ರತಿನಿಧಿ ಚಿತ್ರ xyxy=(924,1051,934,1084)
pragati-byline: ಸಚ್ಚಿದಾನಂದ ಕಿಶೋರ್ ನಾಟಿಯ ಗೋಣಿಕೊಪ್ಪ xyxy=(1236,1009,1407,1023)
sidebar-story1-headline: ಅಪಘಾತದಲ್ಲಿ ಮೃತಪಟ್ಟ ಮಗುವಿನ ಅಂಗಾಂಗ ದಾನ xyxy=(43,123,258,188)
newspaper-logo xyxy=(1330,5,1507,64)
arebhashe-headline: ಇಂದು, ನಾಳೆ ಅರೆಭಾಷೆ ಗೌಡ ಕ್ರೀಡಾ ಹಬ್ಬ xyxy=(1011,1548,1373,1578)
sidebar-story1-body: ಸೋಮವಾರಪೇಟೆ: ಅಪಘಾತದಲ್ಲಿ ಮೃತಪಟ್ಟ ಬಾಲಕನ ಅಂಗಾಂಗಗಳನ್ನು ದಾನ ಮಾಡುವ ಮೂಲಕ ಪೋಷಕರು ಮಾನವೀಯತೆ ಮೆರೆದಿದ್ದಾರೆ. ಚಿಕ್ಕ ಅಳುವಾರ ಗ್ರಾಮದ ರಂಜಿತ್ ದಂಪತಿಯ ಪುತ್ರ ಆಯುಷ್ (5) ಅಪಘಾತದಲ್ಲಿ ತೀವ್ರ ಗಾಯಗೊಂಡು ಚಿಕಿತ್ಸೆ ಫಲಕಾರಿಯಾಗದೆ ಮೃತಪಟ್ಟಿದ್ದಾನೆ. ನಂತರ ಪೋಷಕರ ಒಪ್ಪಿಗೆಯ ಮೇರೆಗೆ ಬಾಲಕನ ಅಂಗಾಂಗಗಳನ್ನು ದಾನ ಮಾಡಲಾಗಿದ್ದು, ಇದರಿಂದ ಹಲವು ರೋಗಿಗಳಿಗೆ ಹೊಸ ಜೀವನ ದೊರೆಯಲಿದೆ. ಪೋಷಕರ ನಿರ್ಧಾರಕ್ಕೆ ಸಾರ್ವಜನಿಕರು ಮೆಚ್ಚುಗೆ ವ್ಯಕ್ತಪಡಿಸಿದ್ದಾರೆ. xyxy=(8,297,203,459)
parlakote-byline: ಸಚ್ಚಿದಾನಂದ ಕಿಶೋರ್ ನಾಟಿಯ ಮರಗೋಡು xyxy=(924,302,1095,317)
sidebar-divider xyxy=(8,620,289,621)
ponnanna-box xyxy=(1264,1927,1506,2422)
day-label: ಶನಿವಾರ xyxy=(1211,11,1257,31)
parlakote-highlight-box xyxy=(1217,539,1506,745)
jobs-byline: ಪ್ರತಿನಿಧಿ ವರದಿ ಮಡಿಕೇರಿ xyxy=(8,2032,101,2046)
billava-body-col3: ಅನಂತರ ಸಾಂಸ್ಕೃತಿಕ ಕಾರ್ಯಕ್ರಮಗಳು ನಡೆದವು. ಕಾರ್ಯಕ್ರಮದಲ್ಲಿ ಸಮಾಜದ ಪ್ರಮುಖರು, ವಿವಿಧ ಗ್ರಾಮಗಳ ಪ್ರತಿನಿಧಿಗಳು ಉಪಸ್ಥಿತರಿದ್ದರು. ಸಂಜೆ ಬಹುಮಾನ ವಿತರಣೆ ನಡೆಯಿತು. ಕ್ರೀಡಾಕೂಟ ಯಶಸ್ವಿಯಾಗಿ ನಡೆಯಿತು. xyxy=(771,1596,995,1659)
highlight-box-title: ಪಂದ್ಯ ಶ್ರೇಷ್ಠರು xyxy=(1314,546,1409,569)
lead-body-col4: ಒಕ್ಕದ ವಿರುದ್ಧ 13 ರನ್‌ಗಳಿಂದ ಗೆಲುವು ಪಡೆಯಿತು. ಕೊಟ್ಟೆರ 2 ವಿಕೆಟ್ ನಷ್ಟಕ್ಕೆ 75 ರನ್ ಗಳಿಸಿತು. ಚೆಯ್ಯಂಡ 5 ವಿಕೆಟ್ ಕಳೆದುಕೊಂಡು 62 ರನ್ ಗಳಿಸಿತು. ಪಂದ್ಯ ಒಕ್ಕ ಕೊಣಿಯಂಡವನ್ನು 4 ವಿಕೆಟ್‌ಗಳಿಂದ ಸೋಲಿಸಿತು. ಕೊಣಿಯಂಡ 5 ವಿಕೆಟ್ ಕಳೆದುಕೊಂಡು 63 ರನ್ ಪೇರಿಸಿತು. ಕೊಂಗಂಡ 6 ವಿಕೆಟ್ ಕಳೆದುಕೊಂಡು ಗುರಿ ಸಾಧಿಸಿತು. ಸರ್ಕಾರಿ 1 ವಿಕೆಟ್ ನಷ್ಟಕ್ಕೆ 73 ರನ್ ಗಳಿಸಿತು. xyxy=(617,779,915,858)
jobs-headline: 65 ನಿರುದ್ಯೋಗಿ ಯುವಕ, ಯುವತಿಯರಿಗೆ ಉದ್ಯೋಗಾವಕಾಶ xyxy=(8,1931,960,1984)
sidebar-story2-body: ಚೆಟ್ಟಳ್ಳಿ: ಭೂತನಕಾಡು ಎಸ್ಟೇಟ್ ಬಳಿ ಬೈಕ್ ಮತ್ತು ಕಾರಿನ ನಡುವೆ ಭೀಕರ ಅಪಘಾತ ಸಂಭವಿಸಿ ಸವಾರ ಸಾವನ್ನಪ್ಪಿದ್ದಾರೆ. ನಂಜರಾಯಪಟ್ಟಣ ಸಮೀಪದ ಕಾಲೋನಿ ನಿವಾಸಿ ಬೈಲ (55) ಮೃತ ದುರ್ದೈವಿ. ಅಪಘಾತದ ತೀವ್ರತೆಗೆ ಗಂಭೀರ ಗಾಯಗೊಂಡ ಅವರನ್ನು ಆಸ್ಪತ್ರೆಗೆ ಸಾಗಿಸುವ ಮಾರ್ಗ ಮಧ್ಯೆ ಕೊನೆಯುಸಿರೆಳೆದಿದ್ದಾರೆ. ಸ್ಥಳಕ್ಕೆ ಪೊಲೀಸರು ಭೇಟಿ ನೀಡಿ ಪ್ರಕರಣ ದಾಖಲಿಸಿಕೊಂಡಿದ್ದಾರೆ. xyxy=(8,706,203,835)
sidebar-story3-headline: ನಿವೇಶನಕ್ಕಾಗಿ ಒತ್ತಾಯ xyxy=(60,946,237,975)
arebhashe-body-col2: ಚಾಂಪಿಯನ್ ಟ್ರೋಫಿಗೆ 12, 16 ವರ್ಷದೊಳಗಿನ ವಿಭಾಗದಲ್ಲಿ 8 ಬಾಲಕರು ವಿಭಾಗದಲ್ಲಿ 3 ಪಂದ್ಯ ನಡೆಯಲಿದೆ. ವಿಜೇತರಿಗೆ ಒಟ್ಟು ಒಟ್ಟು 4.50 ಲಕ್ಷ ನಗದು ಬಹುಮಾನ ನೀಡಲಾಗುವುದು. ಏ.19 ರಂದು ಹಗ್ಗಜಗ್ಗಾಟ ಸ್ಪರ್ಧೆ ನಡೆಯಲಿದೆ. ಕಾರ್ಯಕ್ರಮದಲ್ಲಿ ಪ್ರಮುಖರು ಪಾಲ್ಗೊಳ್ಳಲಿದ್ದಾರೆ. xyxy=(1267,1667,1506,1746)
hockey-body-col2: 2-1 ಗೋಲಿನಿಂದ ಅರೆಯಂಡ ತಂಡವನ್ನು ಮಣಿಸಿತು. ಪಂದ್ಯದ ಪರ ವಿಶಾಲ್, ಮಿಲನ್ ಬೋಪಣ್ಣ ಹಾಗೂ ಕಿರಣ್ ಬೋಪಣ್ಣ ಗೋಲು ಗಳಿಸಿದರು. ಮೊದಲಾರ್ಧದಲ್ಲಿ ಉಭಯ ತಂಡಗಳು ಸಮಬಲ ಸಾಧಿಸಿದವು. ಚೇಂದಂಡ ತಂಡವು ಅಲ್ಲಾರಂಡ ತಂಡವನ್ನು 3-1 ಗೋಲುಗಳ ಅಂತರದಿಂದ ಪರಾಭವಗೊಳಿಸಿತು. ಒಡಿಯಂಡ ತಂಡವು ಮಂಡೇಪಂಡ ತಂಡವನ್ನು 2-0 ಗೋಲಿನಿಂದ ಸೋಲಿಸಿತು. ಮುಕ್ಕಾಟೀರ (ಹರಿಹರ) ತಂಡ ಕೋಣಿಯಂಡ ವಿರುದ್ಧ ಗೆಲುವು ಸಾಧಿಸಿತು. xyxy=(614,1248,921,1344)
section-name: ಕೊಡಗು xyxy=(53,13,144,53)
protest-photo xyxy=(8,988,289,1100)
womens-cricket-headline: ಇಂದಿನಿಂದ ಮಹಿಳಾ ಕ್ರಿಕೆಟ್ ಆರಂಭ xyxy=(11,1546,278,1573)
billava-body-col1: ವಿರಾಜಪೇಟೆ: ಮನುಷ್ಯನ ದೈನಂದಿನ ಜೀವನದಲ್ಲಿ ಕ್ರೀಡೆ ಅತಿ ಮುಖ್ಯ. ಕ್ರೀಡೆಗೆ ಯಾವುದೇ ಜಾತಿ ಧರ್ಮದ ಹಂಗಿಲ್ಲ, ಕ್ರೀಡೆ ಸರ್ವರನ್ನು ಒಗ್ಗೂಡಿಸುತ್ತದೆ ಎಂದು ವಿರಾಜಪೇಟೆ ಕಾವೇರಿ ಕಾಲೇಜು ಮೈದಾನದಲ್ಲಿ ಆಯೋಜಿಸಿದ್ದ ಜಿಲ್ಲಾ ಮಟ್ಟದ ಬಿಲ್ಲವ ಸೇವಾ ಸಮಾಜದ ಕ್ರೀಡಾಕೂಟ ಉದ್ಘಾಟನೆ ಮಾಡಿ ಮಾತನಾಡಿದರು. ಕ್ರೀಡಾಪಟುಗಳು ಸ್ಪರ್ಧಾ ಮನೋಭಾವದಿಂದ ಪಾಲ್ಗೊಳ್ಳಬೇಕು ಎಂದರು. xyxy=(298,1596,481,1725)
sidebar-label xyxy=(8,78,289,113)
officials-photo-3 xyxy=(1391,1589,1447,1660)
subhead-separator xyxy=(659,204,662,232)
jobs-body-col2: ಮೇಳ ಉತ್ತಮ ವೇದಿಕೆಯಾಗಿದೆ. ಶನಿವಾರ ಗೋಣಿಕೊಪ್ಪ ಕಾವೇರಿ ಕಾಲೇಜಿನಲ್ಲಿ ಆಯೋಜಿಸಲಾಗಿದ್ದ ಉದ್ಯೋಗ ಮೇಳದಲ್ಲಿ ವಿವಿಧ ಕಂಪನಿಗಳು ಭಾಗವಹಿಸಿದ್ದವು. ಮಡಿಕೇರಿ ನಗರಸಭೆ ಅಧ್ಯಕ್ಷರು, ಕಾಲೇಜಿನ ಪ್ರಾಂಶುಪಾಲರು, ಬೆಂಗಳೂರು ಕೊಡವ ಸಮಾಜದ ಅಧ್ಯಕ್ಷರು ಸೇರಿದಂತೆ ಹಲವು ಗಣ್ಯರು ಉಪಸ್ಥಿತರಿದ್ದರು. xyxy=(948,2033,1255,2096)
